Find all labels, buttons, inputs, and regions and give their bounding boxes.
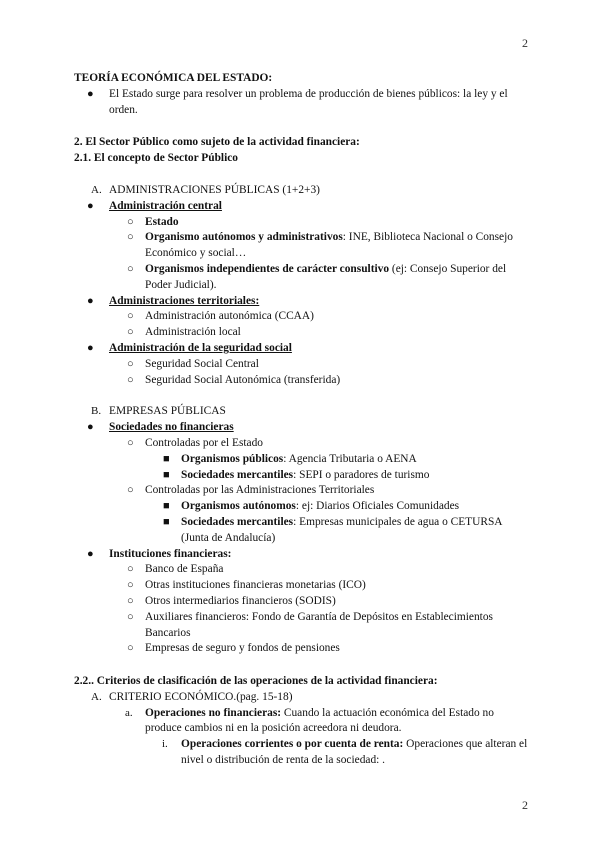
- section-2-2-heading: 2.2.. Criterios de clasificación de las operaciones de la actividad financiera:: [74, 675, 438, 688]
- item-bold: Sociedades mercantiles: [181, 515, 294, 528]
- admin-territorial: [74, 294, 530, 310]
- item-bold: Organismos públicos: [181, 452, 284, 465]
- criterio-economico: [74, 690, 530, 706]
- controladas-estado-item: [74, 452, 530, 468]
- bullet-circle: ○: [127, 642, 134, 655]
- item-rest: : Empresas municipales de agua o CETURSA (Junta de Andalucía): [181, 515, 502, 544]
- bullet-circle: ○: [127, 215, 134, 228]
- bullet-square: ■: [163, 468, 170, 481]
- financiera-item: [74, 594, 530, 610]
- section-a-title: ADMINISTRACIONES PÚBLICAS (1+2+3): [109, 183, 320, 196]
- bullet-circle: ○: [127, 310, 134, 323]
- document-title: TEORÍA ECONÓMICA DEL ESTADO:: [74, 72, 273, 84]
- admin-territorial-item-text: Administración autonómica (CCAA): [145, 310, 314, 323]
- page-number-top: 2: [522, 36, 528, 50]
- operaciones-no-financieras: [74, 706, 530, 738]
- item-rest: : SEPI o paradores de turismo: [293, 468, 430, 481]
- admin-social-item: [74, 357, 530, 373]
- financiera-item-text: Auxiliares financieros: Fondo de Garantía de Depósitos en Establecimientos Bancarios: [145, 610, 493, 639]
- controladas-territoriales: [74, 483, 530, 499]
- bullet-square: ■: [163, 500, 170, 513]
- financiera-item-text: Otras instituciones financieras monetarias (ICO): [145, 579, 366, 592]
- admin-social-item: [74, 373, 530, 389]
- admin-territorial-item-text: Administración local: [145, 326, 241, 339]
- financiera-item: [74, 610, 530, 642]
- item-a-marker: a.: [125, 706, 133, 719]
- bullet-circle: ○: [127, 436, 134, 449]
- instituciones-financieras-label: Instituciones financieras:: [109, 547, 232, 560]
- criterio-marker: A.: [91, 690, 102, 703]
- bullet-circle: ○: [127, 484, 134, 497]
- section-b-marker: B.: [91, 405, 102, 418]
- item-i-marker: i.: [162, 738, 168, 751]
- admin-territorial-label: Administraciones territoriales:: [109, 294, 260, 307]
- bullet-circle: ○: [127, 594, 134, 607]
- bullet-disc: ●: [87, 87, 94, 100]
- controladas-territoriales-label: Controladas por las Administraciones Territoriales: [145, 484, 375, 497]
- financiera-item: [74, 562, 530, 578]
- item-bold: Organismos autónomos: [181, 500, 296, 513]
- admin-social: [74, 341, 530, 357]
- financiera-item-text: Banco de España: [145, 563, 224, 576]
- bullet-circle: ○: [127, 610, 134, 623]
- item-rest: : Agencia Tributaria o AENA: [283, 452, 417, 465]
- intro-text: El Estado surge para resolver un problema de producción de bienes públicos: la ley y el orden.: [109, 87, 508, 116]
- section-2-heading: 2. El Sector Público como sujeto de la actividad financiera:: [74, 136, 360, 149]
- controladas-estado: [74, 436, 530, 452]
- section-a-marker: A.: [91, 183, 102, 196]
- admin-territorial-item: [74, 309, 530, 325]
- item-i-rest: Operaciones que alteran el nivel o distribución de renta de la sociedad: .: [181, 738, 528, 767]
- controladas-territoriales-item: [74, 515, 530, 547]
- bullet-circle: ○: [127, 262, 134, 275]
- admin-central-item-rest: (ej: Consejo Superior del Poder Judicial).: [145, 262, 507, 291]
- document-body: [74, 71, 530, 769]
- bullet-disc: ●: [87, 547, 94, 560]
- admin-central: [74, 199, 530, 215]
- sociedades-no-financieras-label: Sociedades no financieras: [109, 421, 234, 434]
- bullet-square: ■: [163, 515, 170, 528]
- section-b-title: EMPRESAS PÚBLICAS: [109, 405, 226, 418]
- admin-central-item-bold: Organismos independientes de carácter consultivo: [145, 262, 390, 275]
- bullet-circle: ○: [127, 326, 134, 339]
- admin-territorial-item: [74, 325, 530, 341]
- criterio-title: CRITERIO ECONÓMICO.(pag. 15-18): [109, 690, 293, 703]
- bullet-circle: ○: [127, 373, 134, 386]
- admin-central-item-bold: Organismo autónomos y administrativos: [145, 231, 343, 244]
- item-i-bold: Operaciones corrientes o por cuenta de renta:: [181, 738, 404, 751]
- page-number-bottom: 2: [522, 798, 528, 812]
- admin-central-item-bold: Estado: [145, 215, 179, 228]
- financiera-item-text: Otros intermediarios financieros (SODIS): [145, 594, 336, 607]
- section-2-1-heading: 2.1. El concepto de Sector Público: [74, 152, 238, 165]
- item-a-bold: Operaciones no financieras:: [145, 706, 282, 719]
- bullet-circle: ○: [127, 357, 134, 370]
- admin-central-label: Administración central: [109, 199, 222, 212]
- item-rest: : ej: Diarios Oficiales Comunidades: [295, 500, 460, 513]
- bullet-disc: ●: [87, 199, 94, 212]
- controladas-estado-item: [74, 468, 530, 484]
- admin-social-item-text: Seguridad Social Autonómica (transferida): [145, 373, 341, 386]
- admin-central-item: [74, 262, 530, 294]
- financiera-item: [74, 641, 530, 657]
- admin-social-label: Administración de la seguridad social: [109, 341, 292, 354]
- section-a-heading: [74, 183, 530, 199]
- bullet-disc: ●: [87, 294, 94, 307]
- section-b-heading: [74, 404, 530, 420]
- bullet-circle: ○: [127, 231, 134, 244]
- bullet-disc: ●: [87, 341, 94, 354]
- item-bold: Sociedades mercantiles: [181, 468, 294, 481]
- admin-central-item: [74, 215, 530, 231]
- controladas-territoriales-item: [74, 499, 530, 515]
- admin-social-item-text: Seguridad Social Central: [145, 357, 259, 370]
- financiera-item-text: Empresas de seguro y fondos de pensiones: [145, 642, 340, 655]
- controladas-estado-label: Controladas por el Estado: [145, 436, 263, 449]
- intro-bullet: [74, 87, 530, 119]
- sociedades-no-financieras: [74, 420, 530, 436]
- admin-central-item-rest: : INE, Biblioteca Nacional o Consejo Económico y social…: [145, 231, 513, 260]
- operaciones-corrientes: [74, 737, 530, 769]
- bullet-disc: ●: [87, 421, 94, 434]
- bullet-circle: ○: [127, 579, 134, 592]
- admin-central-item: [74, 230, 530, 262]
- bullet-circle: ○: [127, 563, 134, 576]
- financiera-item: [74, 578, 530, 594]
- bullet-square: ■: [163, 452, 170, 465]
- item-a-rest: Cuando la actuación económica del Estado no produce cambios ni en la posición acreedora ni deudora.: [145, 706, 494, 735]
- instituciones-financieras: [74, 547, 530, 563]
